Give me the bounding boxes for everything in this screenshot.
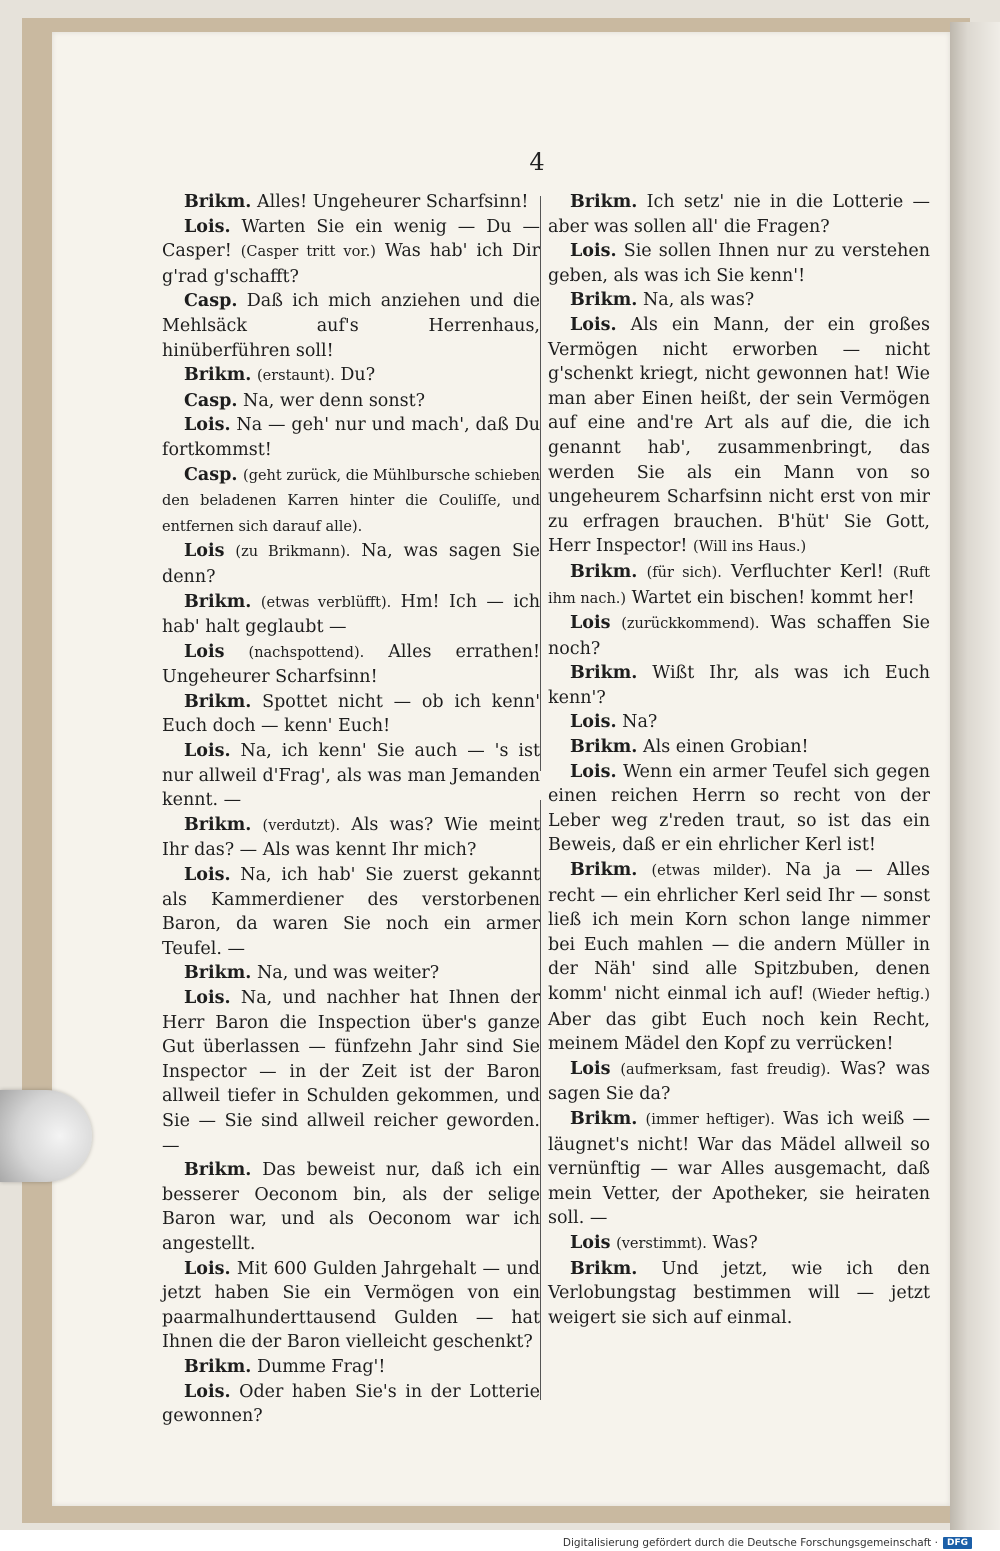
speaker-name: Brikm. (184, 591, 252, 612)
dialogue-text: Was? was sagen Sie da? (548, 1058, 930, 1105)
dialogue-line (162, 1355, 540, 1380)
dialogue-text (610, 613, 621, 633)
speaker-name: Lois (184, 641, 225, 662)
dialogue-text: Na, als was? (637, 290, 755, 311)
dialogue-text (224, 541, 235, 561)
dialogue-text: Na, ich hab' Sie zuerst gekannt als Kammerdiener des verstorbenen Baron, da waren Sie noch ein armer Teufel. — (162, 865, 540, 959)
dialogue-text: Wenn ein armer Teufel sich gegen einen reichen Herrn so recht von der Leber weg z'reden traut, so ist das ein Beweis, daß er ein ehrlicher Kerl ist! (548, 761, 930, 856)
dialogue-line (548, 1107, 930, 1231)
speaker-name: Brikm. (570, 561, 638, 582)
speaker-name: Casp. (184, 390, 238, 411)
dialogue-text: Spottet nicht — ob ich kenn' Euch doch — kenn' Euch! (162, 691, 540, 737)
dialogue-text: Na, wer denn sonst? (237, 390, 425, 411)
dialogue-text: Na — geh' nur und mach', daß Du fortkommst! (162, 415, 540, 460)
dialogue-line (162, 289, 540, 363)
speaker-name: Lois (570, 1232, 611, 1253)
speaker-name: Lois. (570, 314, 617, 335)
dialogue-text: Das beweist nur, daß ich ein besserer Oeconom bin, als der selige Baron war, und als Oeconom war ich angestellt. (162, 1160, 540, 1254)
speaker-name: Lois (184, 541, 225, 562)
column-divider-bottom (540, 800, 541, 1400)
dialogue-line (162, 1158, 540, 1256)
speaker-name: Lois. (184, 1258, 231, 1279)
stage-direction: (erstaunt). (256, 368, 335, 385)
dialogue-text (637, 1109, 645, 1129)
speaker-name: Lois. (184, 1381, 231, 1402)
dialogue-text (251, 815, 262, 835)
dialogue-text: Alles! Ungeheurer Scharfsinn! (251, 192, 529, 212)
dialogue-line (162, 863, 540, 961)
dialogue-text: Daß ich mich anziehen und die Mehlsäck auf's Herrenhaus, hinüberführen soll! (162, 291, 540, 361)
dialogue-line (162, 413, 540, 462)
dialogue-text: Na, und nachher hat Ihnen der Herr Baron die Inspection über's ganze Gut überlassen — fünfzehn Jahr sind Sie Inspector — in der Zeit ist der Baron allweil tiefer in Schulden gekommen, und Sie — Sie sind allweil reicher geworden. — (162, 988, 540, 1156)
stage-direction: (etwas verblüfft). (260, 594, 392, 611)
speaker-name: Brikm. (184, 963, 252, 984)
speaker-name: Brikm. (184, 814, 252, 835)
stage-direction: (zurückkommend). (621, 616, 760, 633)
speaker-name: Brikm. (184, 365, 252, 386)
speaker-name: Lois. (570, 761, 617, 782)
speaker-name: Brikm. (570, 860, 638, 881)
dialogue-line (548, 239, 930, 288)
dialogue-text: Warten Sie ein wenig — Du — Casper! (162, 216, 540, 262)
dialogue-text: Als was? Wie meint Ihr das? — Als was kennt Ihr mich? (162, 814, 540, 861)
stage-direction: (Casper tritt vor.) (240, 244, 376, 261)
speaker-name: Lois (570, 613, 611, 634)
dialogue-text (637, 562, 646, 582)
dialogue-line (548, 858, 930, 1057)
dialogue-line (162, 539, 540, 589)
dialogue-text: Was schaffen Sie noch? (548, 613, 930, 659)
dialogue-text: Na, was sagen Sie denn? (162, 541, 540, 587)
dialogue-text: Wartet ein bischen! kommt her! (626, 587, 915, 608)
footer-credit (563, 1534, 972, 1551)
speaker-name: Lois. (184, 988, 231, 1008)
dialogue-line (548, 288, 930, 313)
column-divider-top (540, 196, 541, 771)
speaker-name: Lois. (184, 865, 231, 886)
dialogue-text: Du? (334, 365, 376, 386)
dialogue-text: Was ich weiß — läugnet's nicht! War das Mädel allweil so vernünftig — war Alles ausgemacht, daß mein Vetter, der Apotheker, sie heiraten soll. — (548, 1108, 930, 1229)
dialogue-line (162, 961, 540, 986)
dialogue-line (162, 640, 540, 690)
dialogue-text: Als einen Grobian! (637, 737, 809, 758)
stage-direction: (etwas milder). (651, 863, 772, 880)
dialogue-line (162, 463, 540, 540)
dialogue-text: Was hab' ich Dir g'rad g'schafft? (162, 241, 540, 287)
speaker-name: Brikm. (184, 1356, 252, 1377)
speaker-name: Casp. (184, 464, 238, 485)
dialogue-text: Ich setz' nie in die Lotterie — aber was sollen all' die Fragen? (548, 192, 930, 237)
dialogue-text: Wißt Ihr, als was ich Euch kenn'? (548, 663, 930, 708)
stage-direction: (verdutzt). (262, 817, 341, 834)
dialogue-line (548, 735, 930, 760)
speaker-name: Brikm. (570, 290, 638, 311)
dialogue-line (162, 190, 540, 215)
dialogue-text: Sie sollen Ihnen nur zu verstehen geben, als was ich Sie kenn'! (548, 241, 930, 286)
book-edge (950, 22, 1000, 1530)
dialogue-line (548, 313, 930, 560)
page-number: 4 (529, 148, 545, 176)
dialogue-text: Was? (706, 1232, 758, 1253)
dialogue-text (251, 592, 260, 612)
page-clip (0, 1090, 92, 1182)
dialogue-line (162, 1380, 540, 1429)
speaker-name: Brikm. (570, 1108, 638, 1129)
dialogue-text: Verfluchter Kerl! (721, 561, 893, 582)
speaker-name: Lois. (570, 241, 617, 262)
footer-credit-text: Digitalisierung gefördert durch die Deutsche Forschungsgemeinschaft · (562, 1536, 938, 1549)
speaker-name: Brikm. (570, 1258, 638, 1279)
dialogue-line (548, 560, 930, 611)
dialogue-line (162, 739, 540, 813)
dialogue-text (224, 642, 248, 662)
speaker-name: Brikm. (184, 691, 252, 712)
dialogue-text: Na ja — Alles recht — ein ehrlicher Kerl seid Ihr — sonst ließ ich mein Korn schon lange nimmer bei Euch mahlen — die andern Müller in der Näh' sind alle Spitzbuben, denen komm' nicht einmal ich auf! (548, 860, 930, 1004)
dialogue-line (162, 690, 540, 739)
stage-direction: (verstimmt). (616, 1235, 707, 1252)
speaker-name: Brikm. (184, 192, 252, 212)
dialogue-line (162, 1257, 540, 1355)
stage-direction: (aufmerksam, fast freudig). (620, 1061, 831, 1078)
stage-direction: (Ruft ihm nach.) (548, 564, 930, 607)
speaker-name: Lois. (184, 741, 231, 762)
stage-direction: (zu Brikmann). (235, 544, 351, 561)
left-column (162, 190, 540, 1429)
dialogue-line (162, 813, 540, 863)
dialogue-line (548, 661, 930, 710)
speaker-name: Brikm. (184, 1160, 252, 1181)
dialogue-text (610, 1059, 620, 1079)
dialogue-line (548, 1057, 930, 1107)
dialogue-line (548, 611, 930, 661)
speaker-name: Brikm. (570, 737, 638, 758)
dialogue-line (548, 190, 930, 239)
stage-direction: (für sich). (646, 564, 722, 581)
dialogue-line (162, 590, 540, 640)
dialogue-line (162, 215, 540, 290)
dialogue-line (162, 389, 540, 414)
dialogue-text (637, 860, 651, 880)
stage-direction: (Wieder heftig.) (811, 987, 930, 1003)
speaker-name: Lois (570, 1058, 611, 1079)
dialogue-line (162, 986, 540, 1158)
stage-direction: (nachspottend). (248, 644, 365, 661)
stage-direction: (geht zurück, die Mühlburschе schieben den beladenen Karren hinter die Couliſſe, und entfernen sich darauf alle). (162, 467, 540, 535)
speaker-name: Lois. (184, 216, 231, 237)
dialogue-text: Na, ich kenn' Sie auch — 's ist nur allweil d'Frag', als was man Jemanden kennt. — (162, 741, 540, 811)
speaker-name: Casp. (184, 291, 238, 312)
dialogue-text: Oder haben Sie's in der Lotterie gewonnen? (162, 1381, 540, 1427)
dialogue-text: Und jetzt, wie ich den Verlobungstag bestimmen will — jetzt weigert sie sich auf einmal. (548, 1258, 930, 1328)
dialogue-text: Hm! Ich — ich hab' halt geglaubt — (162, 591, 541, 638)
dialogue-line (548, 760, 930, 858)
dialogue-line (548, 1257, 930, 1331)
speaker-name: Brikm. (570, 663, 638, 684)
right-column (548, 190, 930, 1330)
dialogue-text: Na, und was weiter? (251, 963, 440, 984)
dfg-logo: DFG (943, 1537, 972, 1549)
stage-direction: (Will ins Haus.) (692, 539, 807, 556)
dialogue-line (548, 1231, 930, 1257)
dialogue-text: Mit 600 Gulden Jahrgehalt — und jetzt haben Sie ein Vermögen von ein paarmalhunderttausend Gulden — hat Ihnen die der Baron vielleicht geschenkt? (162, 1258, 540, 1353)
dialogue-text: Alles errathen! Ungeheurer Scharfsinn! (162, 641, 540, 688)
stage-direction: (immer heftiger). (645, 1111, 775, 1128)
speaker-name: Brikm. (570, 192, 638, 212)
dialogue-text: Als ein Mann, der ein großes Vermögen nicht erworben — nicht g'schenkt kriegt, nicht gewonnen hat! Wie man aber Einen heißt, der sein Vermögen auf eine and're Art als auf die, die ich genannt hab', zusammenbringt, das werden Sie als ein Mann von so ungeheurem Scharfsinn nicht erst von mir zu erfragen brauchen. B'hüt' Sie Gott, Herr Inspector! (548, 314, 930, 557)
dialogue-text: Na? (616, 712, 658, 733)
speaker-name: Lois. (570, 712, 617, 733)
speaker-name: Lois. (184, 415, 231, 436)
dialogue-text: Aber das gibt Euch noch kein Recht, meinem Mädel den Kopf zu verrücken! (548, 1009, 930, 1055)
dialogue-line (548, 710, 930, 735)
dialogue-text: Dumme Frag'! (251, 1356, 386, 1377)
dialogue-line (162, 363, 540, 389)
